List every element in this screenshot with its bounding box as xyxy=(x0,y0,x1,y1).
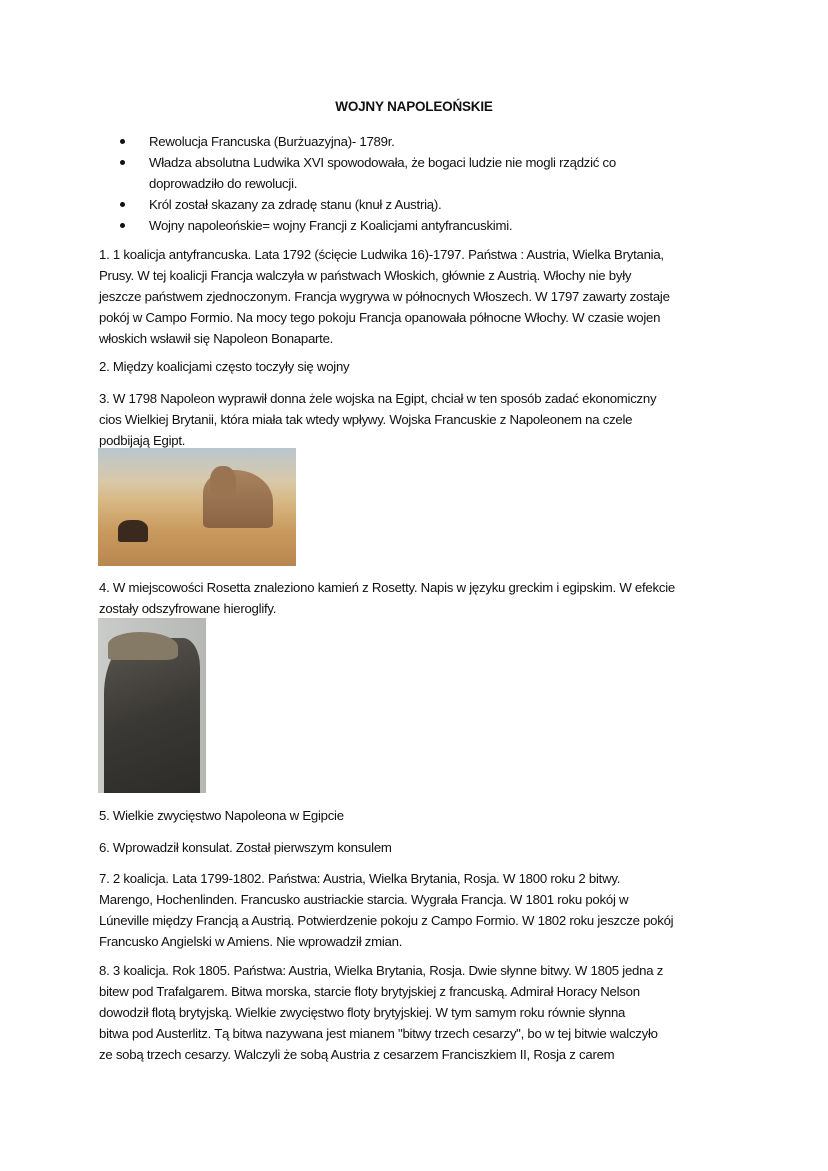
paragraph-3 xyxy=(99,388,656,451)
rider-shape xyxy=(118,520,148,542)
text-line: Rewolucja Francuska (Burżuazyjna)- 1789r. xyxy=(149,134,395,149)
text-line: Prusy. W tej koalicji Francja walczyła w państwach Włoskich, głównie z Austrią. Włochy nie były xyxy=(99,268,632,283)
text-line: bitew pod Trafalgarem. Bitwa morska, starcie floty brytyjskiej z francuską. Admirał Horacy Nelson xyxy=(99,984,640,999)
bullet-icon xyxy=(120,139,125,144)
rosetta-stone-image xyxy=(98,618,206,793)
text-line: Marengo, Hochenlinden. Francusko austriackie starcia. Wygrała Francja. W 1801 roku pokój w xyxy=(99,892,629,907)
text-line: pokój w Campo Formio. Na mocy tego pokoju Francja opanowała północne Włochy. W czasie wojen xyxy=(99,310,661,325)
page-title: WOJNY NAPOLEOŃSKIE xyxy=(335,99,493,114)
text-line: 2. Między koalicjami często toczyły się wojny xyxy=(99,359,350,374)
text-line: 3. W 1798 Napoleon wyprawił donna żele wojska na Egipt, chciał w ten sposób zadać ekonomiczny xyxy=(99,391,657,406)
paragraph-8 xyxy=(99,960,663,1065)
bullet-item xyxy=(120,131,616,152)
sphinx-head-shape xyxy=(210,466,236,496)
text-line: podbijają Egipt. xyxy=(99,433,186,448)
text-line: Wojny napoleońskie= wojny Francji z Koalicjami antyfrancuskimi. xyxy=(149,218,513,233)
paragraph-5 xyxy=(99,805,344,826)
bullet-list xyxy=(120,131,616,236)
text-line: jeszcze państwem zjednoczonym. Francja wygrywa w północnych Włoszech. W 1797 zawarty zostaje xyxy=(99,289,670,304)
stone-shape xyxy=(104,638,200,793)
text-line: Lúneville między Francją a Austrią. Potwierdzenie pokoju z Campo Formio. W 1802 roku jeszcze pokój xyxy=(99,913,674,928)
text-line: dowodził flotą brytyjską. Wielkie zwycięstwo floty brytyjskiej. W tym samym roku równie słynna xyxy=(99,1005,626,1020)
text-line: Francusko Angielski w Amiens. Nie wprowadził zmian. xyxy=(99,934,403,949)
text-line: 8. 3 koalicja. Rok 1805. Państwa: Austria, Wielka Brytania, Rosja. Dwie słynne bitwy. W 1805 jedna z xyxy=(99,963,664,978)
paragraph-6 xyxy=(99,837,392,858)
paragraph-4 xyxy=(99,577,675,619)
text-line: bitwa pod Austerlitz. Tą bitwa nazywana jest mianem "bitwy trzech cesarzy", bo w tej bitwie walczyło xyxy=(99,1026,658,1041)
text-line: 1. 1 koalicja antyfrancuska. Lata 1792 (ścięcie Ludwika 16)-1797. Państwa : Austria, Wielka Brytania, xyxy=(99,247,664,262)
sphinx-painting-image xyxy=(98,448,296,566)
text-line: doprowadziło do rewolucji. xyxy=(149,176,298,191)
paragraph-7 xyxy=(99,868,673,952)
bullet-icon xyxy=(120,160,125,165)
text-line: zostały odszyfrowane hieroglify. xyxy=(99,601,277,616)
text-line: 5. Wielkie zwycięstwo Napoleona w Egipcie xyxy=(99,808,344,823)
text-line: 7. 2 koalicja. Lata 1799-1802. Państwa: Austria, Wielka Brytania, Rosja. W 1800 roku 2 bitwy. xyxy=(99,871,621,886)
text-line: Król został skazany za zdradę stanu (knuł z Austrią). xyxy=(149,197,442,212)
bullet-item xyxy=(120,215,616,236)
text-line: 4. W miejscowości Rosetta znaleziono kamień z Rosetty. Napis w języku greckim i egipskim. W efekcie xyxy=(99,580,675,595)
text-line: włoskich wsławił się Napoleon Bonaparte. xyxy=(99,331,334,346)
text-line: cios Wielkiej Brytanii, która miała tak wtedy wpływy. Wojska Francuskie z Napoleonem na czele xyxy=(99,412,633,427)
text-line: ze sobą trzech cesarzy. Walczyli że sobą Austria z cesarzem Franciszkiem II, Rosja z carem xyxy=(99,1047,615,1062)
bullet-item xyxy=(120,194,616,215)
paragraph-2 xyxy=(99,356,349,377)
bullet-icon xyxy=(120,223,125,228)
stone-top-shape xyxy=(108,632,178,660)
paragraph-1 xyxy=(99,244,670,349)
text-line: 6. Wprowadził konsulat. Został pierwszym konsulem xyxy=(99,840,392,855)
bullet-icon xyxy=(120,202,125,207)
text-line: Władza absolutna Ludwika XVI spowodowała, że bogaci ludzie nie mogli rządzić co xyxy=(149,155,616,170)
bullet-item xyxy=(120,152,616,194)
